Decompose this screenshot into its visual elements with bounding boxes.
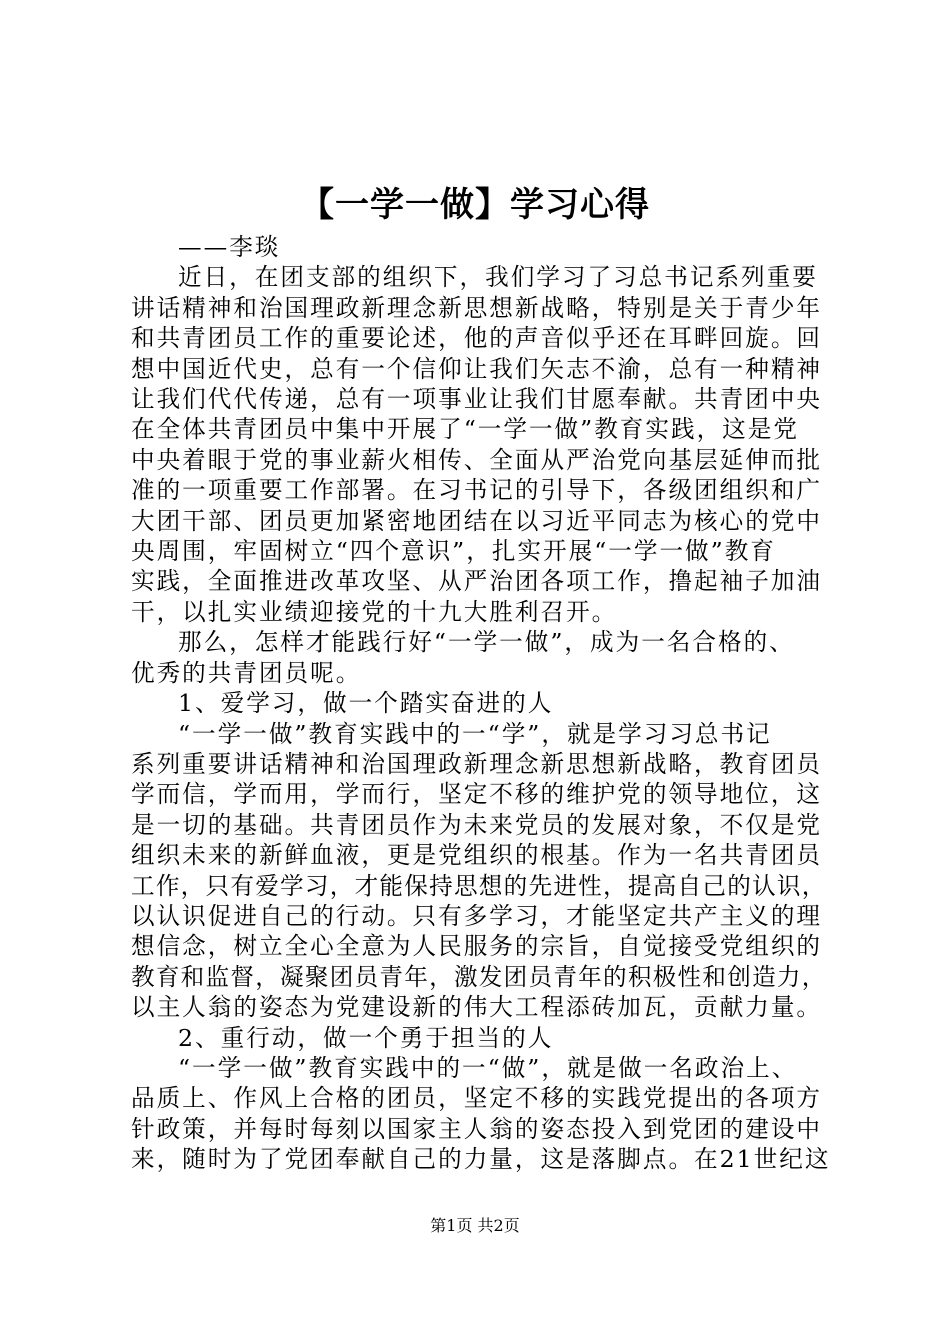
document-title: 【一学一做】学习心得 — [300, 185, 650, 225]
text-line: “一学一做”教育实践中的一“学”，就是学习习总书记 — [178, 719, 772, 748]
text-line: 和共青团员工作的重要论述，他的声音似乎还在耳畔回旋。回 — [131, 324, 823, 353]
text-line: 组织未来的新鲜血液，更是党组织的根基。作为一名共青团员 — [131, 841, 823, 870]
text-line: 讲话精神和治国理政新理念新思想新战略，特别是关于青少年 — [131, 293, 823, 322]
text-line: 干，以扎实业绩迎接党的十九大胜利召开。 — [131, 597, 618, 626]
document-body — [131, 232, 831, 1175]
text-line: 央周围，牢固树立“四个意识”，扎实开展“一学一做”教育 — [131, 537, 776, 566]
text-line: 1、爱学习，做一个踏实奋进的人 — [178, 689, 554, 718]
text-line: 针政策，并每时每刻以国家主人翁的姿态投入到党团的建设中 — [131, 1114, 823, 1143]
text-line: 是一切的基础。共青团员作为未来党员的发展对象，不仅是党 — [131, 810, 823, 839]
text-line: 实践，全面推进改革攻坚、从严治团各项工作，撸起袖子加油 — [131, 567, 823, 596]
text-line: 优秀的共青团员呢。 — [131, 658, 362, 687]
text-line: “一学一做”教育实践中的一“做”，就是做一名政治上、 — [178, 1053, 798, 1082]
text-line: 让我们代代传递，总有一项事业让我们甘愿奉献。共青团中央 — [131, 385, 823, 414]
body-text — [131, 262, 831, 1174]
text-line: 想信念，树立全心全意为人民服务的宗旨，自觉接受党组织的 — [131, 932, 823, 961]
text-line: 以主人翁的姿态为党建设新的伟大工程添砖加瓦，贡献力量。 — [131, 993, 823, 1022]
text-line: 以认识促进自己的行动。只有多学习，才能坚定共产主义的理 — [131, 901, 823, 930]
text-line: 来，随时为了党团奉献自己的力量，这是落脚点。在21世纪这 — [131, 1145, 831, 1174]
text-line: 2、重行动，做一个勇于担当的人 — [178, 1023, 554, 1052]
text-line: 大团干部、团员更加紧密地团结在以习近平同志为核心的党中 — [131, 506, 823, 535]
author-line: ——李琰 — [178, 233, 281, 261]
text-line: 品质上、作风上合格的团员，坚定不移的实践党提出的各项方 — [131, 1084, 823, 1113]
text-line: 系列重要讲话精神和治国理政新理念新思想新战略，教育团员 — [131, 749, 823, 778]
text-line: 在全体共青团员中集中开展了“一学一做”教育实践，这是党 — [131, 415, 799, 444]
text-line: 想中国近代史，总有一个信仰让我们矢志不渝，总有一种精神 — [131, 354, 823, 383]
text-line: 准的一项重要工作部署。在习书记的引导下，各级团组织和广 — [131, 476, 823, 505]
text-line: 中央着眼于党的事业薪火相传、全面从严治党向基层延伸而批 — [131, 445, 823, 474]
text-line: 工作，只有爱学习，才能保持思想的先进性，提高自己的认识， — [131, 871, 827, 900]
text-line: 那么，怎样才能践行好“一学一做”，成为一名合格的、 — [178, 628, 795, 657]
text-line: 近日，在团支部的组织下，我们学习了习总书记系列重要 — [178, 263, 818, 292]
page-footer: 第1页 共2页 — [430, 1216, 520, 1235]
text-line: 教育和监督，凝聚团员青年，激发团员青年的积极性和创造力， — [131, 962, 827, 991]
text-line: 学而信，学而用，学而行，坚定不移的维护党的领导地位，这 — [131, 780, 823, 809]
